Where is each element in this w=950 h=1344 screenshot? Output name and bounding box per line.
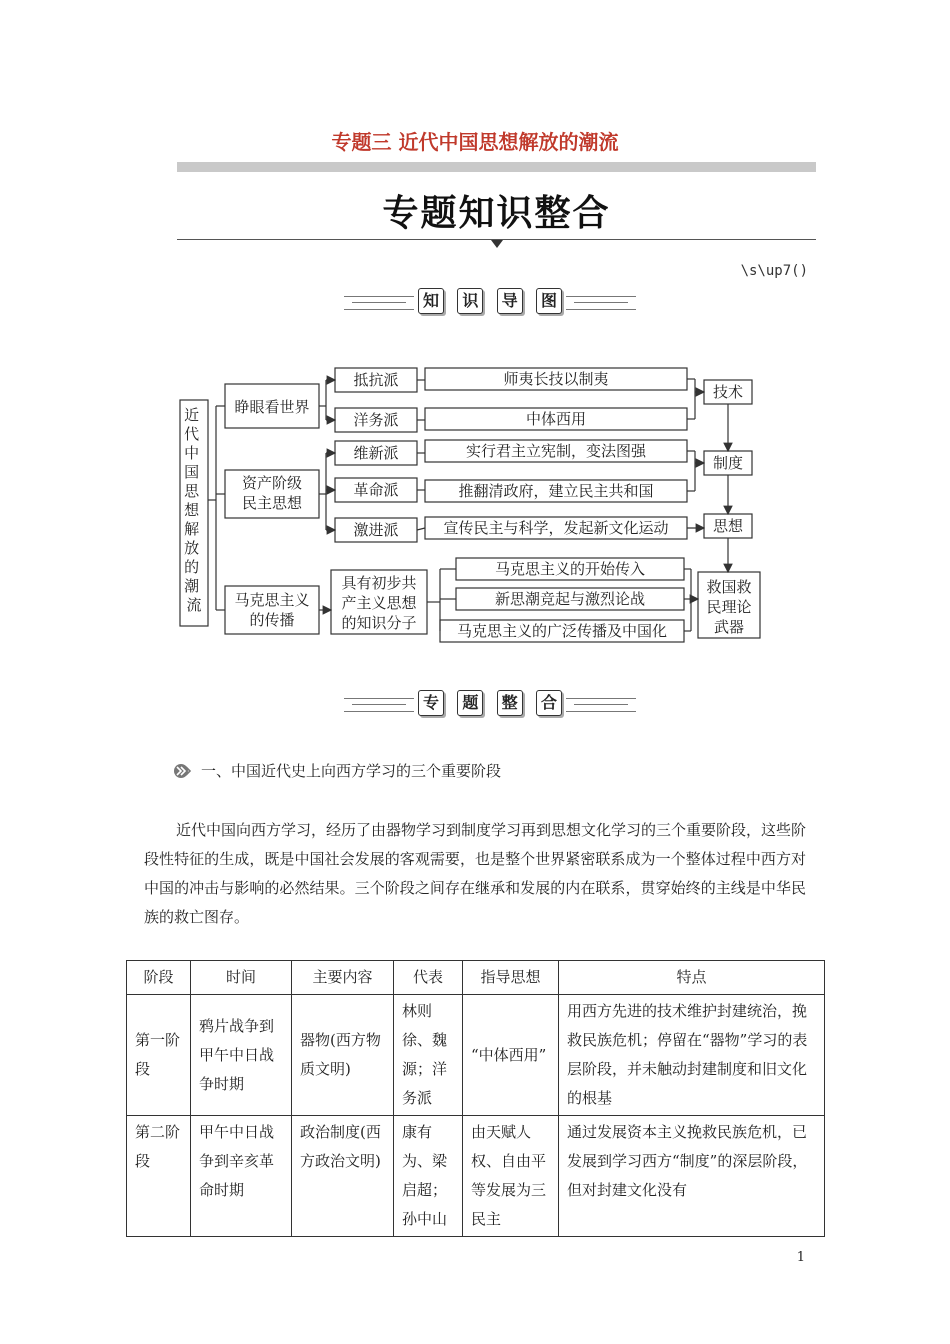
section-char: 知 xyxy=(418,288,444,314)
table-header: 时间 xyxy=(191,961,292,995)
section-char: 图 xyxy=(536,288,562,314)
table-cell: “中体西用” xyxy=(463,995,559,1116)
decorative-lines-left xyxy=(344,698,414,712)
banner-title: 专题知识整合 xyxy=(382,193,611,234)
table-cell: 政治制度(西方政治文明) xyxy=(292,1116,394,1237)
table-cell: 器物(西方物质文明) xyxy=(292,995,394,1116)
section-char: 专 xyxy=(418,690,444,716)
table-header: 指导思想 xyxy=(463,961,559,995)
page-number: 1 xyxy=(796,1250,805,1265)
table-cell: 用西方先进的技术维护封建统治，挽救民族危机；停留在“器物”学习的表层阶段，并未触动封建制度和旧文化的根基 xyxy=(559,995,825,1116)
section-char: 导 xyxy=(497,288,523,314)
table-header: 特点 xyxy=(559,961,825,995)
decorative-lines-right xyxy=(566,698,636,712)
table-header: 阶段 xyxy=(127,961,191,995)
diagram-idea-label: 马克思主义的开始传入 xyxy=(494,560,646,578)
table-header-row xyxy=(127,961,825,995)
double-chevron-icon xyxy=(173,763,195,779)
table-cell: 第一阶段 xyxy=(127,995,191,1116)
table-cell: 甲午中日战争到辛亥革命时期 xyxy=(191,1116,292,1237)
diagram-school-label: 产主义思想 xyxy=(341,594,417,612)
diagram-outcome-label: 武器 xyxy=(713,618,745,636)
diagram-school-label: 的知识分子 xyxy=(341,614,417,632)
diagram-school-label: 激进派 xyxy=(353,521,399,539)
table-cell: 由天赋人权、自由平等发展为三民主 xyxy=(463,1116,559,1237)
diagram-idea-label: 实行君主立宪制，变法图强 xyxy=(465,442,647,460)
diagram-idea-label: 师夷长技以制夷 xyxy=(503,370,609,388)
table-cell: 通过发展资本主义挽救民族危机，已发展到学习西方“制度”的深层阶段，但对封建文化没有 xyxy=(559,1116,825,1237)
diagram-outcome-label: 救国救 xyxy=(706,578,752,596)
diagram-outcome-label: 技术 xyxy=(712,383,744,401)
diagram-level1-label: 民主思想 xyxy=(241,494,303,512)
table-header: 主要内容 xyxy=(292,961,394,995)
diagram-school-label: 具有初步共 xyxy=(341,574,417,592)
table-row xyxy=(127,995,825,1116)
diagram-level1-label: 资产阶级 xyxy=(241,474,303,492)
diagram-idea-label: 马克思主义的广泛传播及中国化 xyxy=(456,622,668,640)
section-heading-text: 一、中国近代史上向西方学习的三个重要阶段 xyxy=(201,762,502,780)
diagram-level1-label: 睁眼看世界 xyxy=(234,398,310,416)
section-char: 整 xyxy=(497,690,523,716)
table-header: 代表 xyxy=(394,961,463,995)
diagram-level1-label: 马克思主义 xyxy=(234,591,310,609)
table-cell: 第二阶段 xyxy=(127,1116,191,1237)
table-cell: 康有为、梁启超；孙中山 xyxy=(394,1116,463,1237)
table-row xyxy=(127,1116,825,1237)
diagram-level1-label: 的传播 xyxy=(249,611,295,629)
document-title: 专题三 近代中国思想解放的潮流 xyxy=(331,130,619,154)
diagram-outcome-label: 民理论 xyxy=(706,598,752,616)
stages-table xyxy=(126,960,825,1237)
table-cell: 鸦片战争到甲午中日战争时期 xyxy=(191,995,292,1116)
diagram-school-label: 抵抗派 xyxy=(353,371,399,389)
diagram-idea-label: 宣传民主与科学，发起新文化运动 xyxy=(443,519,669,537)
diagram-school-label: 洋务派 xyxy=(353,411,399,429)
section-char: 题 xyxy=(457,690,483,716)
section-heading xyxy=(173,760,501,781)
diagram-idea-label: 中体西用 xyxy=(525,410,587,428)
diagram-root-label: 近 代 中 国 思 想 解 放 的 潮 流 xyxy=(184,406,202,614)
section-char: 合 xyxy=(536,690,562,716)
section-header-integration xyxy=(340,690,640,720)
section-char: 识 xyxy=(457,288,483,314)
table-cell: 林则徐、魏源；洋务派 xyxy=(394,995,463,1116)
diagram-idea-label: 新思潮竞起与激烈论战 xyxy=(494,590,646,608)
diagram-idea-label: 推翻清政府，建立民主共和国 xyxy=(458,482,654,500)
diagram-outcome-label: 思想 xyxy=(712,517,744,535)
diagram-school-label: 维新派 xyxy=(353,444,399,462)
field-code-text: \s\up7() xyxy=(740,263,808,279)
diagram-school-label: 革命派 xyxy=(353,481,399,499)
diagram-outcome-label: 制度 xyxy=(712,454,744,472)
body-paragraph: 近代中国向西方学习，经历了由器物学习到制度学习再到思想文化学习的三个重要阶段，这些阶段性特征的生成，既是中国社会发展的客观需要，也是整个世界紧密联系成为一个整体过程中西方对中国的冲击与影响的必然结果。三个阶段之间存在继承和发展的内在联系，贯穿始终的主线是中华民族的救亡图存。 xyxy=(144,821,807,926)
